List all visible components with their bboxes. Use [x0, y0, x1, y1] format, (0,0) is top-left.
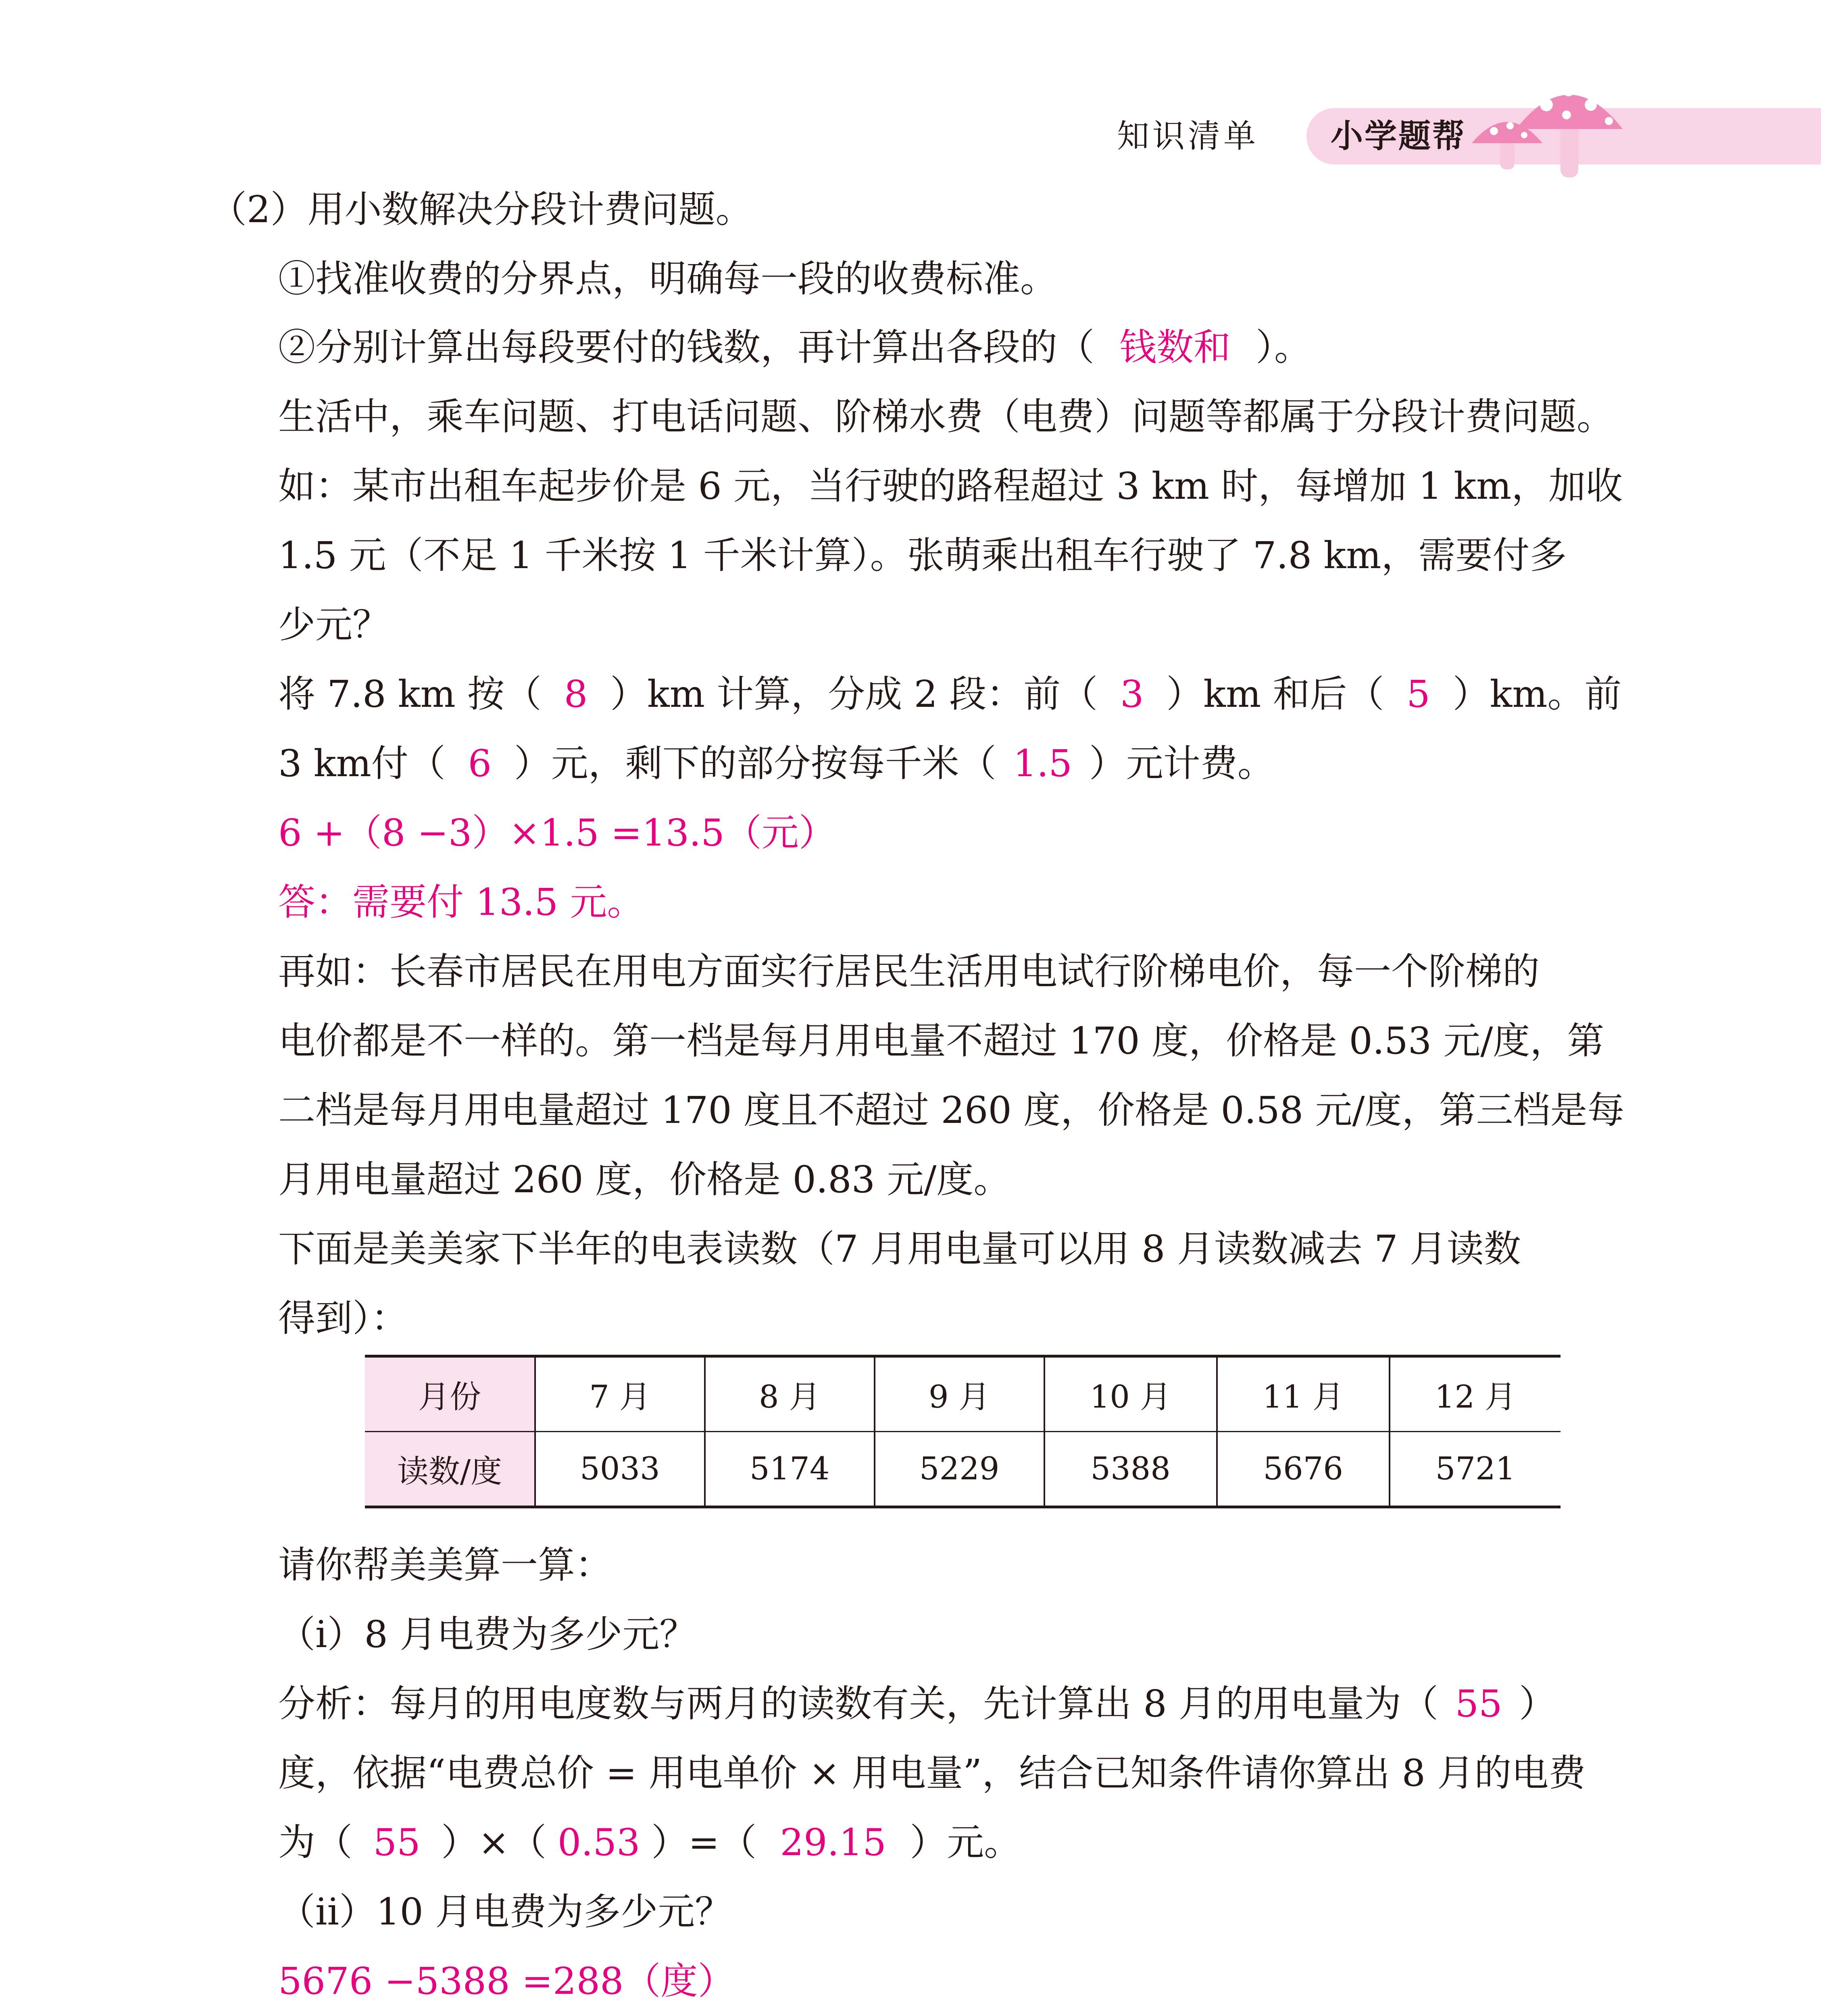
- table-header-cell: 9 月: [875, 1356, 1044, 1432]
- text: ）km 计算，分成 2 段：前（: [610, 673, 1098, 716]
- text: ）元，剩下的部分按每千米（: [514, 742, 996, 785]
- table-header-cell: 11 月: [1217, 1356, 1390, 1432]
- text: ）元。: [910, 1821, 1021, 1864]
- table-cell: 5721: [1390, 1432, 1561, 1507]
- table-header-cell: 10 月: [1044, 1356, 1217, 1432]
- answer-blank: 3: [1120, 673, 1144, 716]
- paragraph: 请你帮美美算一算：: [278, 1543, 613, 1587]
- text: 为（: [278, 1821, 353, 1864]
- answer-blank: 8: [564, 673, 588, 716]
- step-two: [278, 323, 1657, 372]
- paragraph: 电价都是不一样的。第一档是每月用电量不超过 170 度，价格是 0.53 元/度，第: [278, 1019, 1604, 1062]
- table-header-row: [365, 1356, 1561, 1432]
- answer-blank: 29.15: [780, 1821, 886, 1864]
- text: 将 7.8 km 按（: [278, 673, 542, 716]
- paragraph: 二档是每月用电量超过 170 度且不超过 260 度，价格是 0.58 元/度，第三档是每: [278, 1089, 1625, 1132]
- table-header-cell: 8 月: [705, 1356, 875, 1432]
- text: ）=（: [651, 1821, 757, 1864]
- paragraph: 度，依据“电费总价 = 用电单价 × 用电量”，结合已知条件请你算出 8 月的电费: [278, 1752, 1586, 1795]
- answer-sentence: 答：需要付 13.5 元。: [278, 881, 644, 924]
- table-header-cell: 12 月: [1390, 1356, 1561, 1432]
- answer-blank: 6: [468, 742, 492, 785]
- paragraph: 如：某市出租车起步价是 6 元，当行驶的路程超过 3 km 时，每增加 1 km，加收: [278, 464, 1623, 508]
- table-header-cell: 月份: [365, 1356, 535, 1432]
- fill-in-line: [278, 1680, 1657, 1728]
- text: ）km。前: [1452, 673, 1622, 716]
- paragraph: 得到）：: [278, 1297, 408, 1340]
- meter-reading-table: [365, 1355, 1561, 1508]
- question-one: （ⅰ）8 月电费为多少元？: [278, 1613, 697, 1656]
- table-cell: 5676: [1217, 1432, 1390, 1507]
- table-header-cell: 7 月: [535, 1356, 705, 1432]
- paragraph: 月用电量超过 260 度，价格是 0.83 元/度。: [278, 1158, 1011, 1201]
- subsection-heading: （2）用小数解决分段计费问题。: [210, 188, 753, 231]
- paragraph: 少元？: [278, 603, 390, 646]
- text: ）。: [1256, 326, 1312, 369]
- paragraph: 1.5 元（不足 1 千米按 1 千米计算）。张萌乘出租车行驶了 7.8 km，需要付多: [278, 534, 1567, 577]
- paragraph: 生活中，乘车问题、打电话问题、阶梯水费（电费）问题等都属于分段计费问题。: [278, 395, 1614, 438]
- paragraph: 再如：长春市居民在用电方面实行居民生活用电试行阶梯电价，每一个阶梯的: [278, 950, 1540, 993]
- text: ）km 和后（: [1166, 673, 1384, 716]
- question-two: （ⅱ）10 月电费为多少元？: [278, 1890, 732, 1933]
- table-cell: 读数/度: [365, 1432, 535, 1507]
- fill-in-line: [278, 1818, 1657, 1867]
- section-title: 知识清单: [1117, 117, 1259, 155]
- table-cell: 5174: [705, 1432, 875, 1507]
- text: ②分别计算出每段要付的钱数，再计算出各段的（: [278, 326, 1095, 369]
- text: 3 km付（: [278, 742, 446, 785]
- fill-in-line: [278, 739, 1657, 788]
- table-cell: 5229: [875, 1432, 1044, 1507]
- text: ）×（: [441, 1821, 547, 1864]
- text: 分析：每月的用电度数与两月的读数有关，先计算出 8 月的用电量为（: [278, 1682, 1439, 1725]
- answer-blank: 1.5: [1013, 742, 1072, 785]
- solution-formula: 6 +（8 −3）×1.5 =13.5（元）: [278, 811, 836, 854]
- answer-blank: 55: [373, 1821, 421, 1864]
- answer-blank: 0.53: [557, 1821, 640, 1864]
- text: ）: [1519, 1682, 1556, 1725]
- answer-blank: 5: [1406, 673, 1430, 716]
- solution-formula: 5676 −5388 =288（度）: [278, 1960, 735, 2003]
- table-row: [365, 1432, 1561, 1507]
- paragraph: 下面是美美家下半年的电表读数（7 月用电量可以用 8 月读数减去 7 月读数: [278, 1227, 1521, 1270]
- answer-blank: 钱数和: [1119, 326, 1231, 369]
- table-cell: 5388: [1044, 1432, 1217, 1507]
- answer-blank: 55: [1455, 1682, 1502, 1725]
- text: ）元计费。: [1089, 742, 1275, 785]
- step-one: ①找准收费的分界点，明确每一段的收费标准。: [278, 257, 1058, 300]
- fill-in-line: [278, 670, 1657, 719]
- brand-label: 小学题帮: [1331, 117, 1466, 155]
- table-cell: 5033: [535, 1432, 705, 1507]
- mushroom-icon: [1460, 56, 1629, 185]
